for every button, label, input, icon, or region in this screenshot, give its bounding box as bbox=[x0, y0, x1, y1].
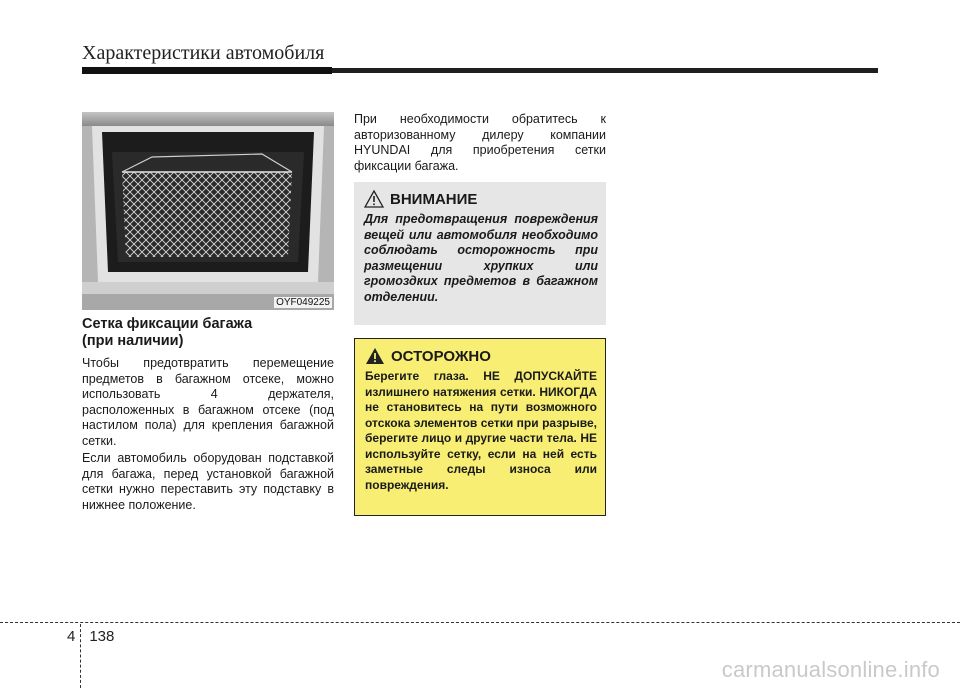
notice-heading-text: ВНИМАНИЕ bbox=[390, 190, 478, 208]
footer-rule bbox=[0, 622, 960, 623]
caution-outline-icon bbox=[364, 190, 384, 208]
trunk-photo bbox=[82, 112, 334, 310]
body-paragraph: Если автомобиль оборудован подставкой для багажа, перед установкой багажной сетки нужно переставить эту подставку в нижнее положение. bbox=[82, 451, 334, 512]
notice-text: Для предотвращения повреждения вещей или автомобиля необходимо соблюдать осторожность при размещении хрупких или громоздких предметов в багажном отделении. bbox=[364, 212, 598, 304]
body-paragraph: Чтобы предотвратить перемещение предметов в багажном отсеке, можно использовать 4 держателя, расположенных в багажном отсеке (под настилом пола) для крепления багажной сетки. bbox=[82, 356, 334, 448]
watermark-text: carmanualsonline.info bbox=[721, 657, 940, 682]
section-title bbox=[82, 316, 334, 350]
page-number bbox=[67, 628, 114, 645]
right-column bbox=[354, 112, 606, 176]
section-title-line1: Сетка фиксации багажа bbox=[82, 316, 253, 332]
trunk-net-illustration bbox=[82, 112, 334, 310]
warning-box bbox=[354, 338, 606, 516]
photo-code: OYF049225 bbox=[276, 297, 330, 308]
warning-text: Берегите глаза. НЕ ДОПУСКАЙТЕ излишнего натяжения сетки. НИКОГДА не становитесь на пути возможного отскока элементов сетки при разрыве, берегите лицо и другие части тела. НЕ используйте сетку, если на ней есть заметные следы износа или повреждения. bbox=[365, 369, 597, 492]
body-paragraph: При необходимости обратитесь к авторизованному дилеру компании HYUNDAI для приобретения сетки фиксации багажа. bbox=[354, 112, 606, 173]
warning-heading bbox=[365, 347, 597, 365]
chapter-number: 4 bbox=[67, 628, 76, 645]
warning-heading-text: ОСТОРОЖНО bbox=[391, 347, 491, 365]
warning-filled-icon bbox=[365, 347, 385, 365]
left-column bbox=[82, 316, 334, 515]
notice-heading bbox=[364, 190, 598, 208]
header-rule bbox=[82, 68, 878, 73]
section-title-line2: (при наличии) bbox=[82, 333, 184, 349]
notice-box bbox=[354, 182, 606, 325]
page-number-value: 138 bbox=[89, 628, 115, 645]
page-header-title: Характеристики автомобиля bbox=[82, 42, 325, 64]
